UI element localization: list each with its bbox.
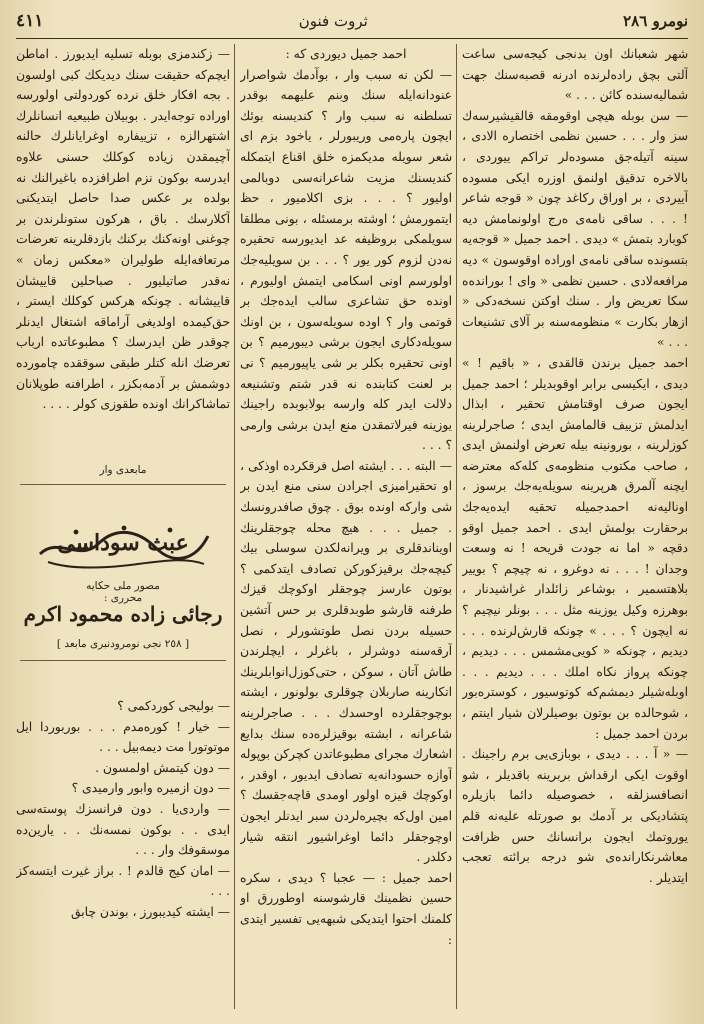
journal-title: ثروت فنون	[298, 12, 368, 30]
serial-title: عبث سوداسی	[57, 530, 189, 556]
dialogue-line: — دون کیتمش اولمسون .	[95, 760, 230, 775]
serial-subtitle	[20, 580, 226, 604]
paragraph: احمد جمیل : — عجبا ؟ دیدی ، سکره حسین نظمینك قارشوسنه اوطوررق او کلمنك احتوا ایتدیکی شبهه‌یی تفسیر ایتدی :	[240, 870, 452, 947]
page-number: ٤١١	[16, 11, 44, 31]
column-middle	[240, 44, 452, 1004]
paragraph: شهر شعبانك اون بدنجی کیجه‌سی ساعت آلتی بچق راده‌لرنده ادرنه قصبه‌سنك جهت شماليه‌سنده کائن . . . »	[462, 47, 688, 103]
section-divider	[20, 484, 226, 485]
column-divider	[456, 44, 457, 1009]
paragraph: — سن بوبله هیچی اوقومقه قالقیشیرسه‌ك سز وار . . . حسین نظمی اختصاره الادی ، سینه آتیله‌جق مسوده‌لر تراکم ییوردی ، بالاخره تدقیق اولنمق اوزره ایکی مسوده آییردی ، بر اوراق رکاغد چون « قوجه شاعر ! . . . ساقی نامه‌ی ه‌رج اولونمامش دیه کوبارد بتمش » دیدی . احمد جمیل « قوجه‌یه بتسونده ساقی نامه‌ی اوراده اوقوسون » دیه مرافعه‌لادی . حسین نظمی « وای ! بورانده‌ه ‌سکا تعریض وار . سنك اوکتن نسخه‌دکی « ازهار بکارت » منظومه‌سنه بر آلای تشنیعات . . . »	[462, 108, 688, 350]
dialogue-line: — واردی‌یا . دون فرانسزك پوسته‌سی ایدی . . بوکون نمسه‌نك . . یارین‌ده موسقوفك وار . . .	[16, 801, 230, 858]
page-header	[16, 6, 688, 36]
paragraph: — زکندمزی بوبله تسلیه ایدیورز . اماطن ایچم‌که حقیقت سنك دیدیکك کبی اولسون . بجه افکار خلق نرده کوردولتی اولورسه اوراده توجه‌ایدر . بوبیلان طبیعیه انسانلرك اشتهرالزه ، تزییفاره اوغرایانلرك حالنه آچیمقدن زیاده کوکلك حسنی علاوه ایدرسه بوکون نزم اطرافزده باغیرالنك نه بولده بر عکس صدا حاصل ایتدیکنی آکلارسك . باق ، هرکون ستونلرندن بر چوغنی اونه‌کنك برکنك بازدقلرینه تعرضات مرتعافه‌ایله طولیران «معکس زمان » نه‌قدر صاتیلیور . صباحلین قاییشان قاییشانه . چونکه هرکس کوکلك ایستر ، حق‌کیمده اولدیغی آراماقه اشتغال ایدنلر چوقدر ظن ایدرسك ؟ مطبوعاتده ارباب تعرضك انله کتلر طبقی سوققده چامورده دوشمش بر آدمه‌بکزر ، اطرافنه طوپلانان تماشاکرانك اونده طقوزی کولر . . . .	[16, 47, 230, 412]
dialogue-line: — خیار ! کوره‌مدم . . . بوربوردا ایل موتوتورا مت دیمه‌بیل . . .	[16, 719, 230, 755]
paragraph: — البته . . . ایشته اصل فرقکرده اوذکی ، او تحقیرامیزی اجرادن سنی منع ایدن بر شی وارکه اونده بوق . چوق صافدرونسك . جمیل . . . هیچ محله چوجقلرینك اویناندقلری بر ویرانه‌لکدن سوسلی بیك کیچه‌جك برقیزکورکن تصادف ایتدکمی ؟ بوتون عارسز چوجقلر اوکوچك قیزك طرفنه قارشو طوبدقلری بر حس آتشین حسیله بردن نصل طوتشورلر ، نصل آرقه‌سنه دوشرلر ، باغرلر ، ایچلرندن طاش آتان ، سوکن ، حتی‌کوزل‌انوابلرینك اتکارینه صاربلان چوقلری بولونور ، ایشته بوچوجقلرده اوحسدك . . . صاجرلرینه شاعرانه ، ابشته بوقیزلره‌ده سنك بدایع اشعارك مجرای مطبوعاتدن کچرکن بوپوله آوازه حسودانه‌یه تصادف ایدیور ، اوقدر ، اوکوچك قیزه اولور اومدی قاچه‌جقسك ؟ امین اول‌که بچیره‌لردن سبر ایدنلر ایجون اوچوجقلر دائما اوغراشیور انتقه شیار دکلدر .	[240, 458, 452, 865]
dialogue-line: — ایشته کیدیبورز ، بوندن چابق	[70, 904, 230, 919]
dialogue-line: — دون ازمیره وابور وارمیدی ؟	[71, 781, 230, 796]
serial-title-calligraphy	[28, 514, 218, 576]
issue-number: نومرو ٢٨٦	[623, 12, 688, 30]
section-divider	[20, 660, 226, 661]
column-right	[462, 44, 688, 1004]
dialogue-line: — امان کیج قالدم ! . براز غیرت ایتسه‌کز . . .	[16, 863, 230, 899]
column-left-top	[16, 44, 230, 462]
paragraph: احمد جمیل برندن قالقدی ، « باقیم ! » دیدی ، ایکیسی برابر اوقوبدیلر ؛ احمد جمیل ایجون صرف اوقتامش تحقیر ، ابذال ایدلمش تزییف قالمامش ایدی ؛ صاجرلرینه کوزلرینه ، بورونینه بیله تعرض اولنمش ایدی ، صاحب مکتوب منظومه‌ی کله‌که معترضه ایچنه آلمرق هرپرینه سویله‌یه‌جك برسوز ، اونالیه‌نه احمدجمیله تحقیه ایده‌یه‌جك برحقارت بولمش ایدی . احمد جمیل اوقو دقچه « اما نه جودت قریحه ! نه وسعت وجدان ! . . . نه دوغرو ، نه چیچم ؟ بوییر بلاهتسمیر ، بوشاعر زائلدار غراشیدنار ، بوهرزه وکیل یوزینه مثل . . . بونلر نیچیم ؟ نه ایچون ؟ . . . » چونکه قارش‌لرنده . . . دیدیم ، چونکه « کویی‌مشمس . . . دیدیم ، چونکه پرواز نکاه املك . . . دیدیم . . . اوبله‌شیلر دیمشم‌که کوتوسیور ، کوستره‌بور ، شوحالده بن بوتون بوصیلرلان شیار اینتم ، بردن احمد جمیل :	[462, 355, 688, 741]
dialogue-line: — بوليجی کوردکمی ؟	[117, 699, 230, 713]
column-left-dialogue	[16, 696, 230, 1006]
paragraph: — « آ . . . دیدی ، بوبازی‌یی برم راجینك . اوقوت ایکی ارقداش بربرینه باقدیلر ، شو انصافسزلقه ، خصوصیله دائما بازیلره پتشادیکی بر آدمك بو صورتله علیه‌نه قلم یوروتمك ایجون برانسانك حس ظرافت معاشرنکارانده‌ی شو درجه برائته تعجب ایتدیلر .	[462, 747, 688, 885]
header-rule	[16, 38, 688, 39]
author-name: رجائی زاده محمود اکرم	[23, 602, 223, 626]
continued-signature: مابعدی وار	[99, 464, 147, 476]
column-divider	[234, 44, 235, 1009]
paragraph: احمد جمیل دیوردی که :	[285, 47, 407, 61]
paragraph: — لکن نه سبب وار ، بوآدمك شواصرار عنودانه‌ایله سنك وبنم علیهمه بوقدر تسلطنه نه سبب وار ؟ کندیسنه بوئك ایچون پاره‌می وریبورلر ، یاخود بزم ای شعر سویله مدیکمزه خلق اقناع ایتمکله کندیسنك مزیت شاعرانه‌سی دوبالمی اولیور ؟ . . . بزی اکلامیور ، حظ ایتمورمش ؛ اوشته برمسئله ، بونی مطلقا سویلمکی بروظیفه عد ایدیورسه تحقیره نه‌دن لزوم کور یور ؟ . . . بن سویلیه‌جك اولورسم اونی اسکامی ایتمش اولیورم ، اونده حق تشاعری سالب ایده‌جك بر قوتمی وار ؟ اوده سویله‌سون ، بن اونك سویله‌دکاری ایجون برشی دیبورمیم ؟ بن اونی تحقیره بکلر بر شی یاپیورمیم ؟ نی بر لعنت کتابنده نه قدر شتم وتشنیعه دلالت ایدر کله وارسه بولابوبده راجینك یوزینه فیرلاتمقدن منع ایدن برشی وارمی ؟ . . .	[240, 67, 452, 453]
serial-byline: محرری :	[103, 592, 143, 604]
continuation-note: [ ٢٥٨ نجی نومرودنبری مابعد ]	[56, 638, 190, 650]
serial-genre: مصور ملی حکایه	[86, 580, 160, 592]
